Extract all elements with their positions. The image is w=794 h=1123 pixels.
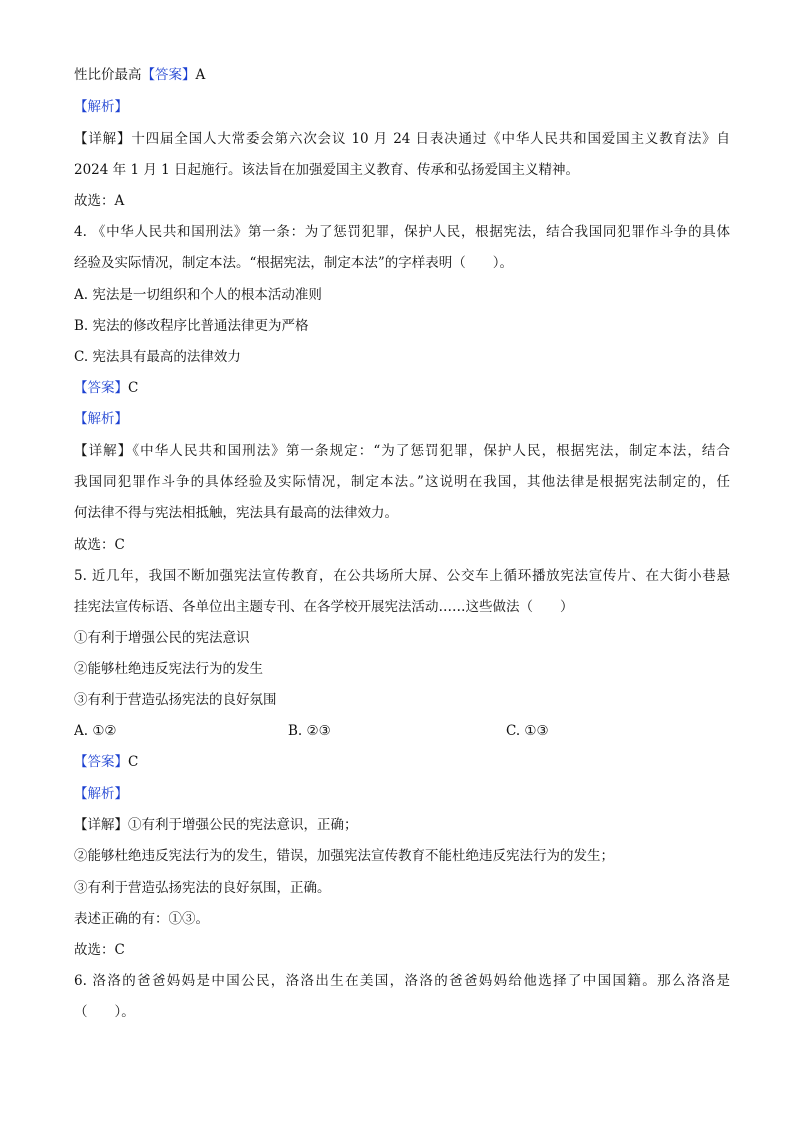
- q4-option-b: B. 宪法的修改程序比普通法律更为严格: [74, 318, 309, 334]
- q4-choice: 故选：C: [74, 537, 125, 553]
- q5-option-c: C. ①③: [506, 723, 549, 739]
- detail-text: 十四届全国人大常委会第六次会议 10 月 24 日表决通过《中华人民共和国爱国主义教育法》自: [131, 131, 730, 147]
- q4-answer: [74, 378, 730, 398]
- q5-analysis-heading: [74, 784, 730, 804]
- q3-analysis-heading: [74, 97, 730, 117]
- answer-value: C: [128, 754, 139, 770]
- q5-item-2: ②能够杜绝违反宪法行为的发生: [74, 661, 263, 677]
- previous-question-tail: [74, 65, 730, 85]
- q4-detail-line-3: 何法律不得与宪法相抵触，宪法具有最高的法律效力。: [74, 505, 398, 521]
- answer-value: C: [128, 380, 139, 396]
- q5-summary: 表述正确的有：①③。: [74, 911, 209, 927]
- analysis-tag: 【解析】: [74, 411, 128, 427]
- q4-option-a: A. 宪法是一切组织和个人的根本活动准则: [74, 287, 322, 303]
- q5-option-a: A. ①②: [74, 723, 117, 739]
- q4-option-c: C. 宪法具有最高的法律效力: [74, 349, 241, 365]
- q3-detail-line-1: [74, 129, 730, 149]
- q4-stem-line-1: 4. 《中华人民共和国刑法》第一条：为了惩罚犯罪，保护人民，根据宪法，结合我国同犯罪作斗争的具体: [74, 224, 730, 240]
- tail-text: 性比价最高: [74, 67, 142, 83]
- q3-detail-line-2: 2024 年 1 月 1 日起施行。该法旨在加强爱国主义教育、传承和弘扬爱国主义精神。: [74, 162, 579, 178]
- q5-choice: 故选：C: [74, 942, 125, 958]
- q4-stem-line-2: 经验及实际情况，制定本法。“根据宪法，制定本法”的字样表明（ ）。: [74, 255, 514, 271]
- q4-detail-line-1: [74, 441, 730, 461]
- answer-tag: 【答案】: [141, 67, 196, 83]
- q4-analysis-heading: [74, 409, 730, 429]
- q5-answer: [74, 752, 730, 772]
- answer-value: A: [195, 67, 206, 83]
- q5-options-row: [74, 721, 730, 741]
- q5-detail-line-1: [74, 815, 730, 835]
- q5-detail-line-3: ③有利于营造弘扬宪法的良好氛围，正确。: [74, 880, 331, 896]
- detail-tag: 【详解】: [74, 817, 128, 833]
- detail-tag: 【详解】: [74, 443, 133, 459]
- q5-detail-line-2: ②能够杜绝违反宪法行为的发生，错误，加强宪法宣传教育不能杜绝违反宪法行为的发生；: [74, 848, 614, 864]
- analysis-tag: 【解析】: [74, 786, 128, 802]
- detail-text: ①有利于增强公民的宪法意识，正确；: [128, 817, 358, 833]
- answer-tag: 【答案】: [74, 380, 128, 396]
- q4-detail-line-2: 我国同犯罪作斗争的具体经验及实际情况，制定本法。”这说明在我国，其他法律是根据宪法制定的，任: [74, 474, 730, 490]
- detail-text: 《中华人民共和国刑法》第一条规定：“为了惩罚犯罪，保护人民，根据宪法，制定本法，结合: [132, 443, 730, 459]
- q5-stem-line-1: 5. 近几年，我国不断加强宪法宣传教育，在公共场所大屏、公交车上循环播放宪法宣传片、在大街小巷悬: [74, 568, 730, 584]
- q5-option-b: B. ②③: [288, 723, 331, 739]
- answer-tag: 【答案】: [74, 754, 128, 770]
- detail-tag: 【详解】: [74, 131, 132, 147]
- q5-item-1: ①有利于增强公民的宪法意识: [74, 630, 250, 646]
- q5-stem-line-2: 挂宪法宣传标语、各单位出主题专刊、在各学校开展宪法活动……这些做法（ ）: [74, 599, 574, 615]
- q5-item-3: ③有利于营造弘扬宪法的良好氛围: [74, 692, 277, 708]
- analysis-tag: 【解析】: [74, 99, 128, 115]
- q3-choice: 故选：A: [74, 193, 125, 209]
- q6-stem-line-2: （ ）。: [74, 1004, 135, 1020]
- q6-stem-line-1: 6. 洛洛的爸爸妈妈是中国公民，洛洛出生在美国，洛洛的爸爸妈妈给他选择了中国国籍。那么洛洛是: [74, 973, 730, 989]
